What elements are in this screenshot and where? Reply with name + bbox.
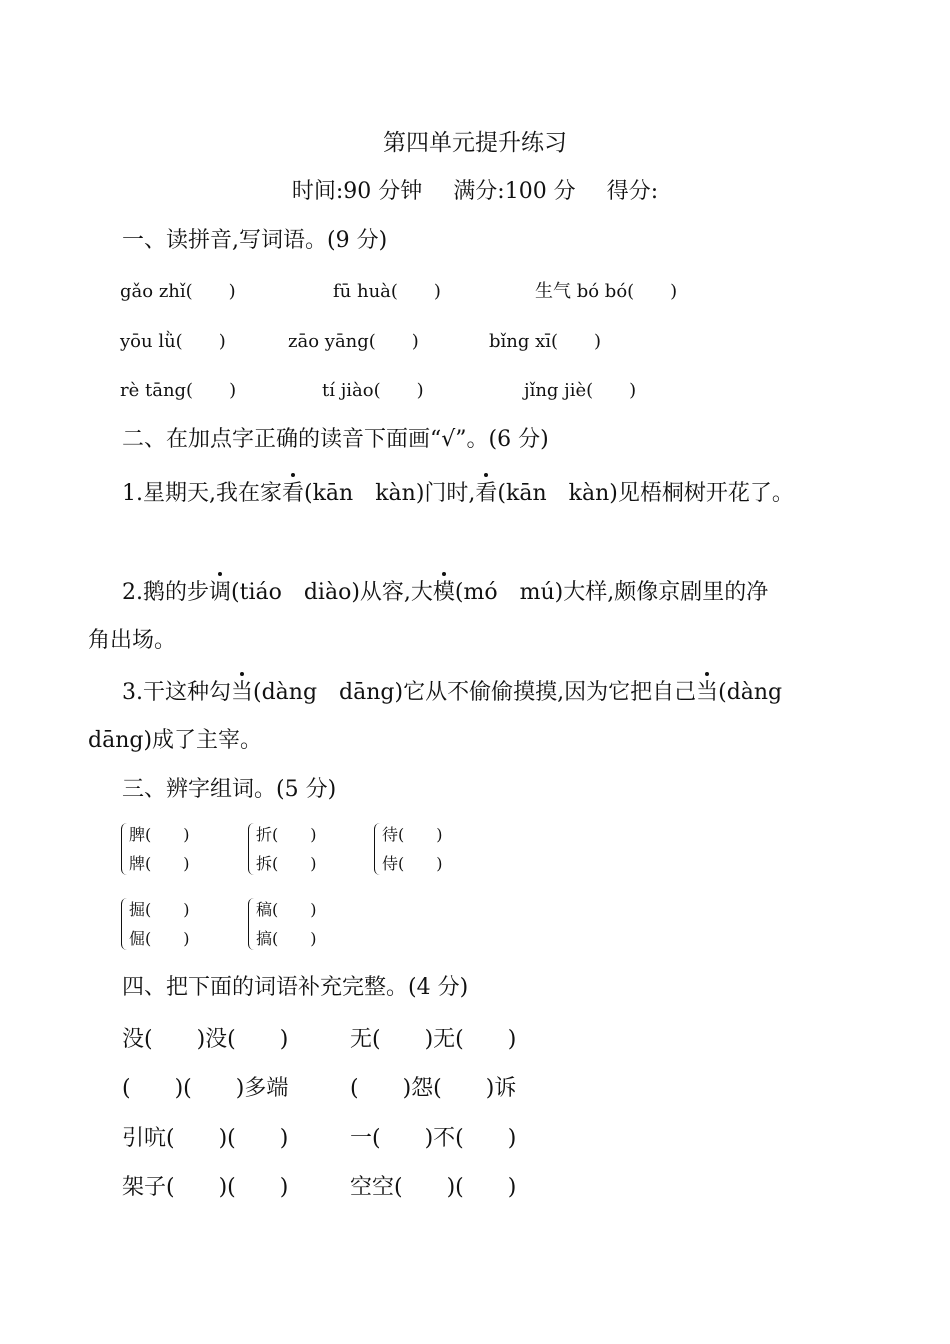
dotted-character: 当 bbox=[696, 678, 718, 708]
idiom-fill: 没( )没( ) bbox=[122, 1027, 289, 1052]
dotted-character: 看 bbox=[475, 479, 497, 509]
question-2-3-continued: dāng)成了主宰。 bbox=[88, 728, 263, 753]
section-1-heading: 一、读拼音,写词语。(9 分) bbox=[122, 228, 388, 253]
full-score: 满分:100 分 bbox=[453, 179, 576, 204]
pinyin-item: 生气 bó bó( ) bbox=[535, 281, 678, 302]
brace-icon bbox=[248, 898, 255, 950]
brace-icon bbox=[248, 823, 255, 875]
page-title: 第四单元提升练习 bbox=[383, 130, 567, 156]
brace-icon bbox=[374, 823, 381, 875]
pinyin-item: bǐng xī( ) bbox=[489, 331, 602, 352]
time-limit: 时间:90 分钟 bbox=[291, 179, 423, 204]
question-2-3: 3.干这种勾当(dàng dāng)它从不偷偷摸摸,因为它把自己当(dàng bbox=[122, 678, 782, 708]
pinyin-item: tí jiào( ) bbox=[322, 380, 424, 401]
char-pair-group: 折( ) 拆( ) bbox=[248, 820, 317, 878]
char-pair-group: 掘( ) 倔( ) bbox=[121, 895, 190, 953]
pinyin-item: rè tāng( ) bbox=[120, 380, 237, 401]
pinyin-item: gǎo zhǐ( ) bbox=[120, 281, 236, 302]
score-label: 得分: bbox=[606, 179, 659, 204]
pinyin-item: zāo yāng( ) bbox=[288, 331, 419, 352]
brace-icon bbox=[121, 898, 128, 950]
brace-icon bbox=[121, 823, 128, 875]
section-4-heading: 四、把下面的词语补充完整。(4 分) bbox=[122, 975, 469, 1000]
idiom-fill: 空空( )( ) bbox=[350, 1175, 517, 1200]
char-pair-group: 待( ) 侍( ) bbox=[374, 820, 443, 878]
pinyin-item: yōu lǜ( ) bbox=[120, 331, 226, 352]
question-2-2: 2.鹅的步调(tiáo diào)从容,大模(mó mú)大样,颇像京剧里的净 bbox=[122, 578, 768, 608]
dotted-character: 当 bbox=[231, 678, 253, 708]
question-2-2-continued: 角出场。 bbox=[88, 628, 177, 653]
idiom-fill: 引吭( )( ) bbox=[122, 1126, 289, 1151]
pinyin-item: fū huà( ) bbox=[333, 281, 441, 302]
exam-meta bbox=[0, 177, 950, 207]
idiom-fill: 一( )不( ) bbox=[350, 1126, 517, 1151]
idiom-fill: ( )( )多端 bbox=[122, 1076, 289, 1101]
dotted-character: 看 bbox=[282, 479, 304, 509]
section-3-heading: 三、辨字组词。(5 分) bbox=[122, 777, 337, 802]
dotted-character: 调 bbox=[209, 578, 231, 608]
char-pair-group: 脾( ) 牌( ) bbox=[121, 820, 190, 878]
question-2-1: 1.星期天,我在家看(kān kàn)门时,看(kān kàn)见梧桐树开花了。 bbox=[122, 479, 794, 509]
dotted-character: 模 bbox=[433, 578, 455, 608]
section-2-heading: 二、在加点字正确的读音下面画“√”。(6 分) bbox=[122, 427, 549, 452]
idiom-fill: 无( )无( ) bbox=[350, 1027, 517, 1052]
idiom-fill: 架子( )( ) bbox=[122, 1175, 289, 1200]
idiom-fill: ( )怨( )诉 bbox=[350, 1076, 517, 1101]
pinyin-item: jǐng jiè( ) bbox=[524, 380, 637, 401]
char-pair-group: 稿( ) 搞( ) bbox=[248, 895, 317, 953]
